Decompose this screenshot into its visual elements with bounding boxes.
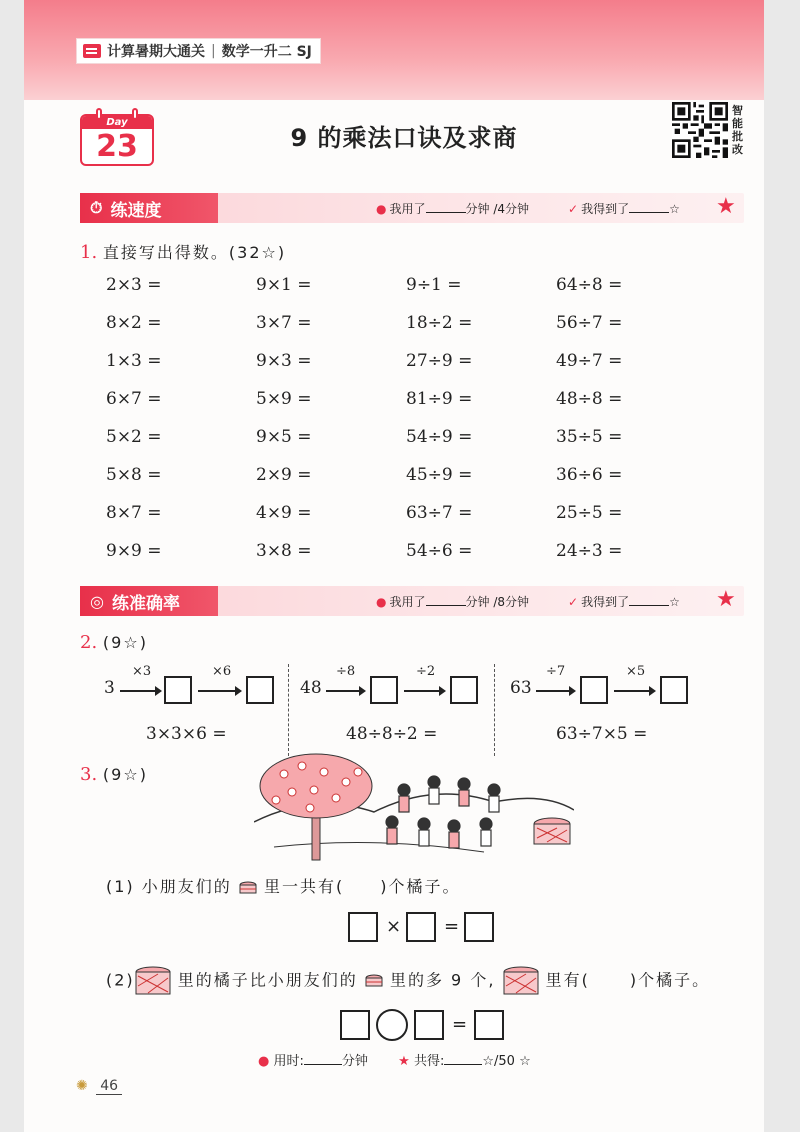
time-blank[interactable] [426, 596, 466, 606]
calendar-ring-icon [132, 108, 138, 120]
footer-summary: ● 用时: 分钟 ★ 共得: ☆/50 ☆ [258, 1054, 531, 1069]
time-blank[interactable] [426, 203, 466, 213]
chain-expression: 48÷8÷2 = [346, 724, 438, 744]
chain-op-1: ÷7 [546, 664, 566, 679]
book-icon [83, 44, 101, 58]
question-1 [80, 240, 286, 263]
chain-op-2: ×5 [626, 664, 646, 679]
problem-cell[interactable]: 9×5 = [256, 427, 312, 447]
workbook-page [24, 0, 764, 1132]
clock-icon: ● [258, 1054, 270, 1069]
time-used-field: ● 我用了 分钟 /8分钟 [376, 595, 529, 609]
question-3 [80, 764, 148, 785]
section-speed-title: 练速度 [110, 200, 162, 221]
star-icon: ★ [398, 1054, 410, 1069]
series-title: 计算暑期大通关 [107, 44, 205, 60]
problem-cell[interactable]: 5×9 = [256, 389, 312, 409]
star-icon: ★ [716, 587, 736, 612]
section-speed-tag [80, 193, 218, 223]
orange-picking-illustration [254, 752, 574, 864]
equation-box[interactable] [414, 1010, 444, 1040]
equation-box[interactable] [464, 912, 494, 942]
problem-cell[interactable]: 56÷7 = [556, 313, 623, 333]
section-accuracy-title: 练准确率 [111, 593, 180, 614]
calendar-icon [80, 114, 154, 166]
equation-box[interactable] [348, 912, 378, 942]
star-icon: ★ [716, 194, 736, 219]
equals-sign: = [444, 916, 460, 937]
chain-expression: 3×3×6 = [146, 724, 227, 744]
equation-1 [348, 912, 498, 946]
lesson-title: 9 的乘法口诀及求商 [290, 124, 518, 152]
problem-cell[interactable]: 2×3 = [106, 275, 162, 295]
problem-cell[interactable]: 49÷7 = [556, 351, 623, 371]
score-blank[interactable] [629, 596, 669, 606]
large-basket-icon [135, 966, 171, 996]
calendar-ring-icon [96, 108, 102, 120]
score-field: ✓ 我得到了 ☆ [568, 595, 680, 609]
problem-cell[interactable]: 6×7 = [106, 389, 162, 409]
arrow-icon [120, 690, 160, 692]
chain-op-2: ÷2 [416, 664, 436, 679]
day-number: 23 [96, 129, 138, 164]
problem-cell[interactable]: 8×2 = [106, 313, 162, 333]
score-blank[interactable] [629, 203, 669, 213]
problem-cell[interactable]: 18÷2 = [406, 313, 473, 333]
question-3-text: (9☆) [102, 765, 148, 784]
question-3-part-2: (2) 里的橘子比小朋友们的 里的多 9 个, 里有( )个橘子。 [106, 966, 710, 996]
problem-cell[interactable]: 81÷9 = [406, 389, 473, 409]
problem-cell[interactable]: 5×8 = [106, 465, 162, 485]
day-label: Day [82, 116, 152, 129]
fire-icon: ● [376, 595, 387, 609]
section-accuracy-tag [80, 586, 218, 616]
problem-cell[interactable]: 9×9 = [106, 541, 162, 561]
problem-cell[interactable]: 35÷5 = [556, 427, 623, 447]
target-icon: ◎ [90, 591, 104, 611]
divider [494, 664, 495, 756]
problem-cell[interactable]: 64÷8 = [556, 275, 623, 295]
question-3-number: 3. [80, 764, 98, 785]
problem-cell[interactable]: 54÷6 = [406, 541, 473, 561]
answer-box[interactable] [164, 676, 192, 704]
answer-box[interactable] [370, 676, 398, 704]
equation-box[interactable] [474, 1010, 504, 1040]
day-badge [80, 108, 154, 166]
problem-cell[interactable]: 8×7 = [106, 503, 162, 523]
section-speed-bar [80, 193, 744, 223]
time-blank[interactable] [304, 1055, 342, 1065]
problem-cell[interactable]: 2×9 = [256, 465, 312, 485]
answer-box[interactable] [660, 676, 688, 704]
chain-op-1: ×3 [132, 664, 152, 679]
question-2-number: 2. [80, 632, 98, 653]
problem-cell[interactable]: 24÷3 = [556, 541, 623, 561]
check-icon: ✓ [568, 595, 579, 609]
operator-circle[interactable] [376, 1009, 408, 1041]
answer-box[interactable] [450, 676, 478, 704]
chain-start: 3 [104, 678, 115, 698]
problem-cell[interactable]: 63÷7 = [406, 503, 473, 523]
problem-cell[interactable]: 9×3 = [256, 351, 312, 371]
chain-op-2: ×6 [212, 664, 232, 679]
small-basket-icon [365, 973, 383, 989]
arrow-icon [198, 690, 240, 692]
chain-op-1: ÷8 [336, 664, 356, 679]
problem-cell[interactable]: 3×7 = [256, 313, 312, 333]
check-icon: ✓ [568, 202, 579, 216]
sun-icon: ✺ [76, 1078, 88, 1094]
section-accuracy-bar [80, 586, 744, 616]
divider [288, 664, 289, 756]
page-number: ✺ 46 [76, 1078, 122, 1094]
series-label [76, 38, 321, 64]
problem-cell[interactable]: 9×1 = [256, 275, 312, 295]
problem-cell[interactable]: 54÷9 = [406, 427, 473, 447]
question-3-part-1: (1) 小朋友们的 里一共有( )个橘子。 [106, 877, 461, 896]
qr-code-icon[interactable] [672, 102, 728, 158]
problem-cell[interactable]: 3×8 = [256, 541, 312, 561]
times-sign: × [386, 916, 402, 937]
problem-cell[interactable]: 4×9 = [256, 503, 312, 523]
problem-cell[interactable]: 25÷5 = [556, 503, 623, 523]
arrow-icon [614, 690, 654, 692]
problem-cell[interactable]: 5×2 = [106, 427, 162, 447]
chain-start: 48 [300, 678, 322, 698]
answer-box[interactable] [580, 676, 608, 704]
time-used-field: ● 我用了 分钟 /4分钟 [376, 202, 529, 216]
chain-expression: 63÷7×5 = [556, 724, 648, 744]
equation-2 [340, 1010, 510, 1044]
large-basket-icon [503, 966, 539, 996]
problem-cell[interactable]: 48÷8 = [556, 389, 623, 409]
equation-box[interactable] [406, 912, 436, 942]
small-basket-icon [239, 880, 257, 896]
chain-start: 63 [510, 678, 532, 698]
equation-box[interactable] [340, 1010, 370, 1040]
question-2 [80, 632, 148, 653]
fire-icon: ● [376, 202, 387, 216]
equals-sign: = [452, 1014, 468, 1035]
series-subtitle: 数学一升二 SJ [221, 44, 312, 60]
question-2-text: (9☆) [102, 633, 148, 652]
question-1-number: 1. [80, 242, 98, 263]
problem-cell[interactable]: 1×3 = [106, 351, 162, 371]
answer-box[interactable] [246, 676, 274, 704]
problem-cell[interactable]: 36÷6 = [556, 465, 623, 485]
problem-cell[interactable]: 9÷1 = [406, 275, 462, 295]
problem-cell[interactable]: 45÷9 = [406, 465, 473, 485]
stopwatch-icon: ⏱ [90, 198, 103, 217]
series-separator: | [211, 43, 216, 59]
problem-cell[interactable]: 27÷9 = [406, 351, 473, 371]
question-1-text: 直接写出得数。(32☆) [102, 243, 287, 262]
arrow-icon [404, 690, 444, 692]
arrow-icon [536, 690, 574, 692]
arrow-icon [326, 690, 364, 692]
qr-caption: 智能批改 [732, 104, 743, 156]
score-field: ✓ 我得到了 ☆ [568, 202, 680, 216]
total-blank[interactable] [444, 1055, 482, 1065]
